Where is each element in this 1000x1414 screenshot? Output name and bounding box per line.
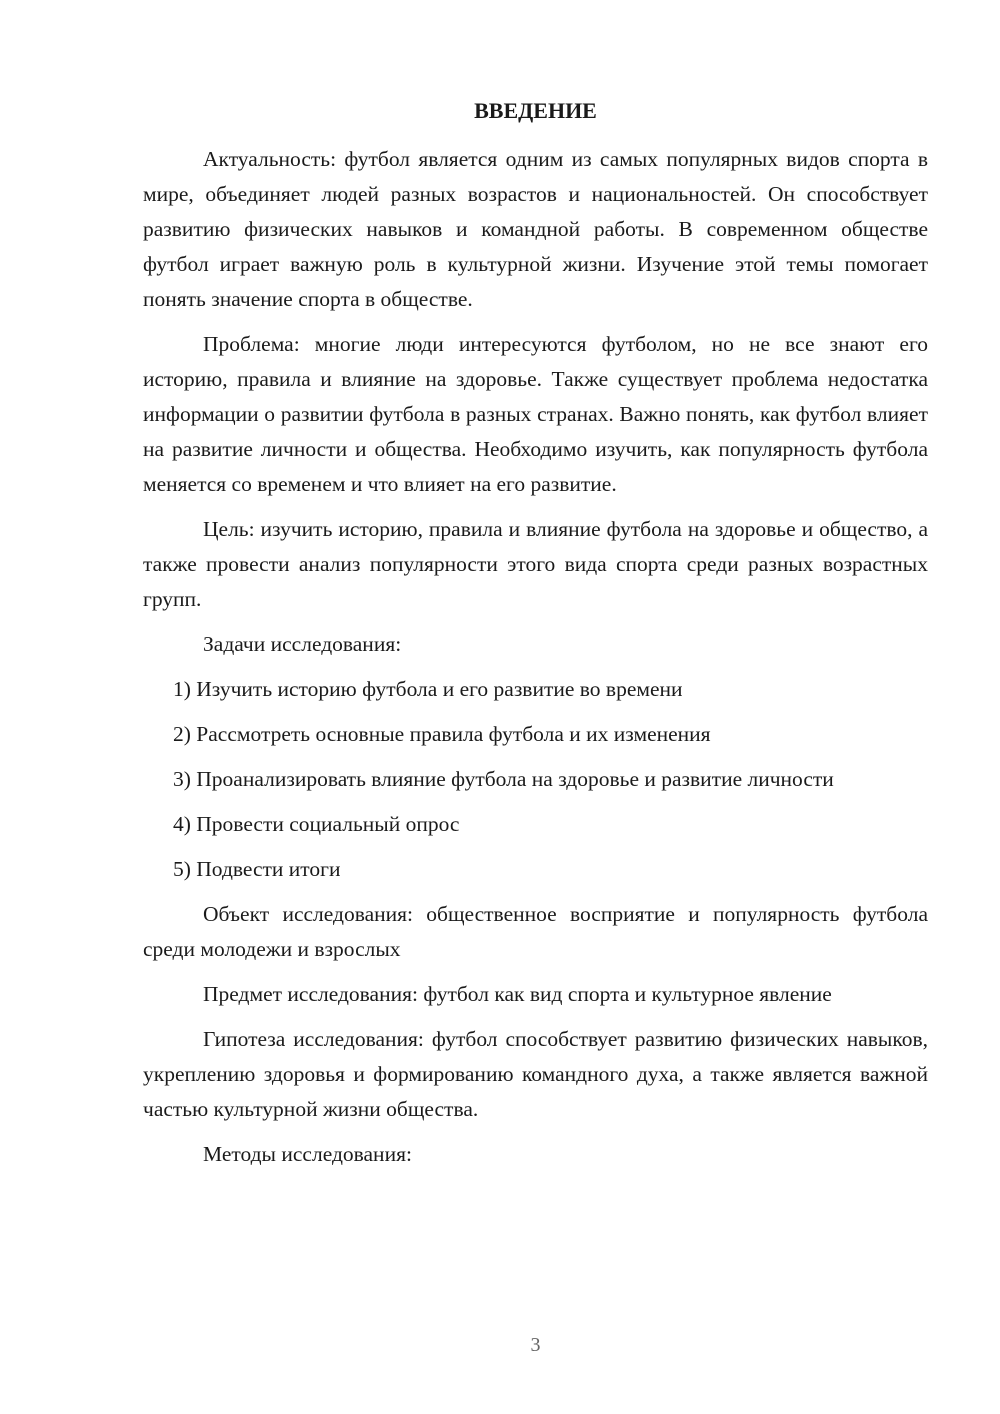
task-item: 3) Проанализировать влияние футбола на здоровье и развитие личности bbox=[173, 767, 834, 791]
problem-paragraph: Проблема: многие люди интересуются футболом, но не все знают его историю, правила и влияние на здоровье. Также существует проблема недостатка информации о развитии футбола в разных странах. Важно понять, как футбол влияет на развитие личности и общества. Необходимо изучить, как популярность футбола меняется со временем и что влияет на его развитие. bbox=[143, 332, 928, 496]
object-paragraph: Объект исследования: общественное восприятие и популярность футбола среди молодежи и взрослых bbox=[143, 902, 928, 961]
task-item: 2) Рассмотреть основные правила футбола и их изменения bbox=[173, 722, 711, 746]
hypothesis-paragraph: Гипотеза исследования: футбол способствует развитию физических навыков, укреплению здоровья и формированию командного духа, а также является важной частью культурной жизни общества. bbox=[143, 1027, 928, 1121]
task-item: 4) Провести социальный опрос bbox=[173, 812, 460, 836]
relevance-paragraph: Актуальность: футбол является одним из самых популярных видов спорта в мире, объединяет людей разных возрастов и национальностей. Он способствует развитию физических навыков и командной работы. В современном обществе футбол играет важную роль в культурной жизни. Изучение этой темы помогает понять значение спорта в обществе. bbox=[143, 147, 928, 311]
goal-paragraph: Цель: изучить историю, правила и влияние футбола на здоровье и общество, а также провести анализ популярности этого вида спорта среди разных возрастных групп. bbox=[143, 517, 928, 611]
subject-paragraph: Предмет исследования: футбол как вид спорта и культурное явление bbox=[203, 982, 832, 1006]
methods-heading: Методы исследования: bbox=[203, 1142, 412, 1166]
document-body bbox=[143, 142, 928, 1182]
task-item: 1) Изучить историю футбола и его развитие во времени bbox=[173, 677, 683, 701]
tasks-heading: Задачи исследования: bbox=[203, 632, 402, 656]
page-title: ВВЕДЕНИЕ bbox=[474, 98, 597, 123]
task-item: 5) Подвести итоги bbox=[173, 857, 341, 881]
page-number: 3 bbox=[530, 1334, 541, 1356]
document-page bbox=[143, 0, 928, 1414]
